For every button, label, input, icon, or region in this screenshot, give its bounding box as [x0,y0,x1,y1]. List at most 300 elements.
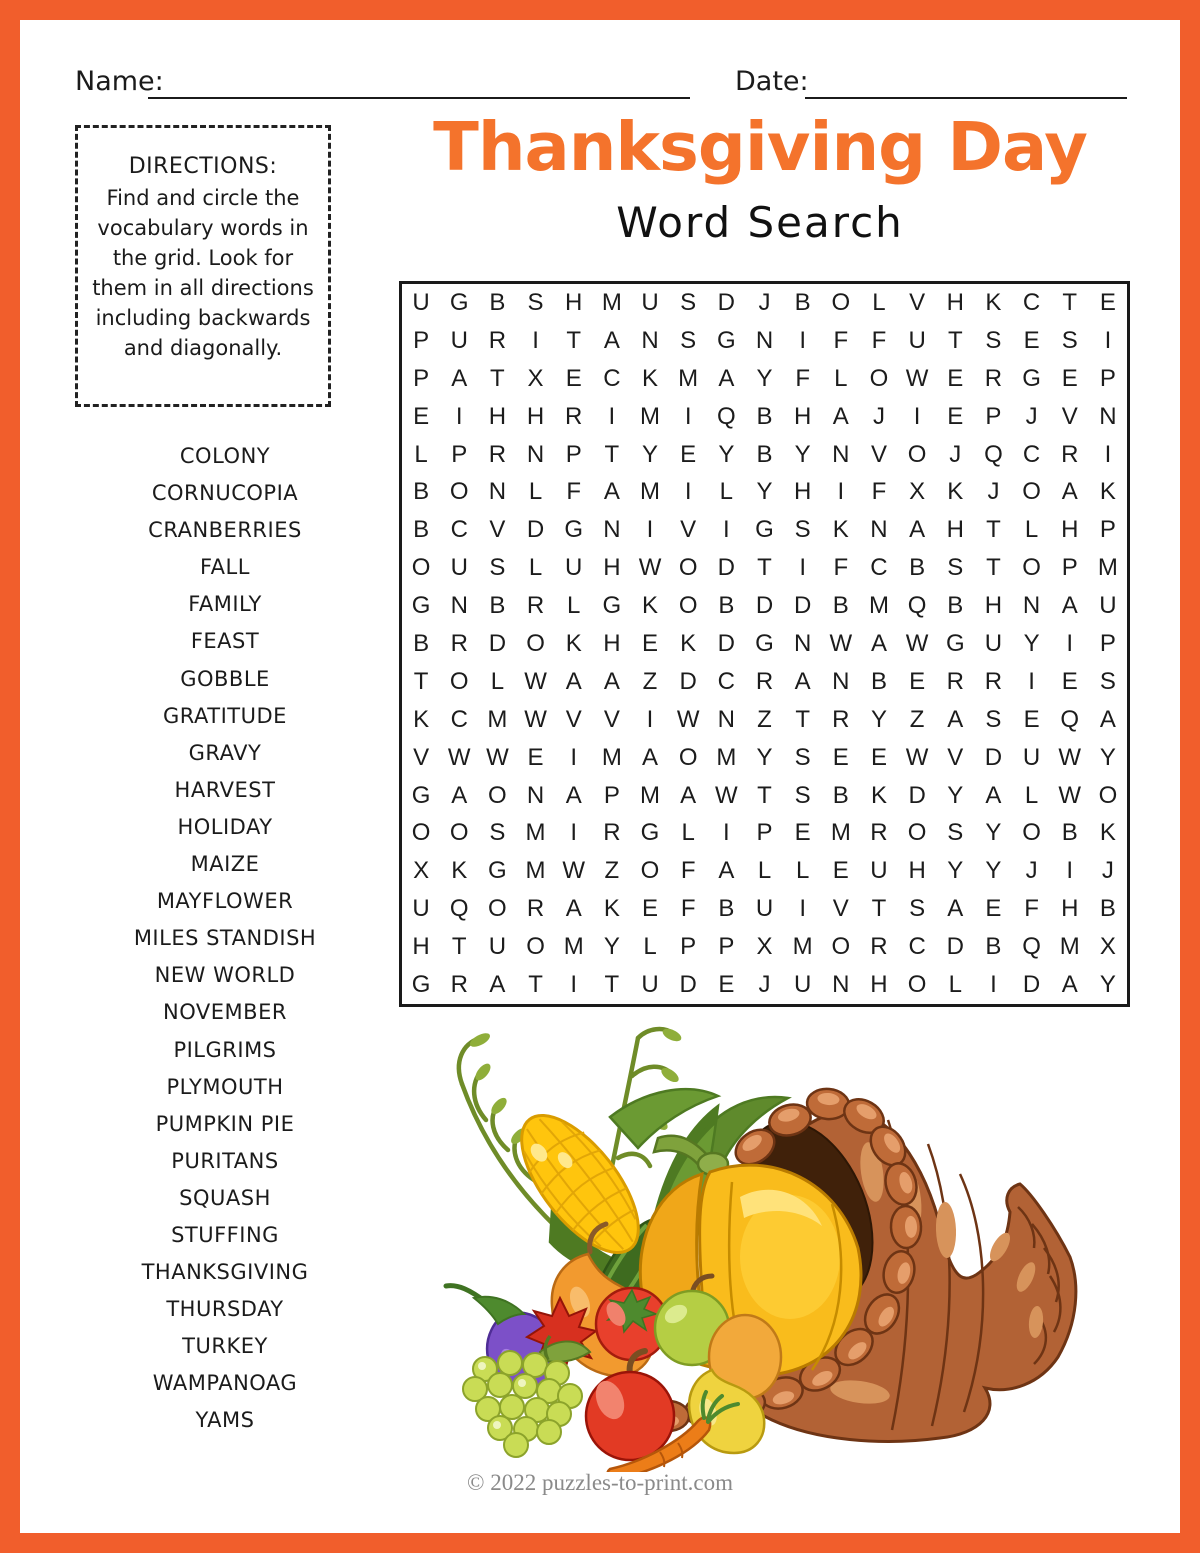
grid-letter: P [603,781,620,809]
grid-letter: B [756,402,773,430]
grid-letter: J [949,440,962,468]
grid-letter: S [794,781,811,809]
grid-letter: V [1061,402,1078,430]
grid-letter: W [638,554,662,582]
grid-letter: I [570,743,578,771]
grid-letter: I [990,971,997,999]
grid-letter: P [413,364,430,392]
grid-letter: D [679,971,697,999]
grid-letter: K [985,288,1002,316]
grid-letter: X [756,933,773,961]
grid-letter: N [488,478,507,506]
grid-letter: S [985,705,1002,733]
grid-letter: O [449,667,469,695]
grid-letter: K [870,781,887,809]
grid-letter: W [524,667,547,695]
grid-letter: I [913,402,921,430]
grid-letter: A [451,364,468,392]
grid-letter: I [1066,857,1074,885]
grid-letter: H [488,402,507,430]
grid-letter: S [527,288,544,316]
directions-heading: DIRECTIONS: [128,154,278,179]
grid-letter: A [565,667,582,695]
page-subtitle: Word Search [616,198,904,247]
grid-letter: F [833,326,849,354]
word-list-item: GRAVY [188,740,262,765]
grid-letter: A [565,895,582,923]
grid-letter: M [868,592,889,620]
grid-letter: D [717,629,735,657]
word-list-item: SQUASH [179,1185,271,1210]
grid-letter: F [680,895,696,923]
grid-letter: P [680,933,697,961]
grid-letter: R [1061,440,1079,468]
grid-letter: P [565,440,582,468]
grid-letter: V [413,743,430,771]
grid-letter: A [565,781,582,809]
grid-letter: T [566,326,582,354]
grid-letter: M [640,781,661,809]
grid-letter: O [1098,781,1118,809]
grid-letter: N [450,592,468,620]
grid-letter: U [1022,743,1041,771]
grid-letter: F [566,478,582,506]
grid-letter: E [832,857,849,885]
grid-letter: L [681,819,695,847]
grid-letter: Q [1060,705,1080,733]
grid-letter: S [794,516,811,544]
grid-letter: W [905,743,929,771]
grid-letter: U [565,554,583,582]
page-title: Thanksgiving Day [433,108,1087,186]
grid-letter: J [987,478,1000,506]
grid-letter: T [604,440,620,468]
grid-letter: L [1024,781,1039,809]
grid-letter: H [946,288,964,316]
grid-letter: C [717,667,735,695]
grid-letter: A [870,629,887,657]
grid-letter: S [489,819,506,847]
grid-letter: H [526,402,545,430]
grid-letter: O [678,554,698,582]
grid-letter: Y [756,364,773,392]
grid-letter: A [1061,478,1078,506]
grid-letter: T [986,554,1001,582]
grid-letter: R [526,895,545,923]
grid-letter: E [1061,364,1078,392]
grid-letter: C [1022,440,1041,468]
grid-letter: G [411,592,431,620]
grid-letter: E [565,364,582,392]
word-list-item: NEW WORLD [154,963,296,988]
grid-letter: A [1061,592,1078,620]
grid-letter: B [489,288,506,316]
grid-letter: O [449,819,469,847]
grid-letter: E [870,743,887,771]
grid-letter: N [641,326,659,354]
grid-letter: A [1061,971,1078,999]
grid-letter: L [528,554,543,582]
grid-letter: W [676,705,700,733]
grid-letter: R [488,440,507,468]
grid-letter: V [565,705,582,733]
grid-letter: K [947,478,964,506]
grid-letter: G [449,288,469,316]
grid-letter: H [603,554,621,582]
grid-letter: O [907,971,927,999]
grid-letter: I [684,478,692,506]
grid-letter: T [1062,288,1078,316]
grid-letter: P [451,440,468,468]
grid-letter: Q [449,895,469,923]
grid-letter: F [1024,895,1039,923]
grid-letter: M [1097,554,1118,582]
grid-letter: R [946,667,964,695]
word-list-item: NOVEMBER [163,1000,287,1025]
name-field[interactable] [148,97,690,99]
grid-letter: Y [794,440,811,468]
grid-letter: A [947,705,964,733]
grid-letter: Z [604,857,620,885]
grid-letter: Z [909,705,925,733]
word-list-item: FAMILY [188,592,262,617]
grid-letter: H [565,288,583,316]
grid-letter: L [490,667,505,695]
grid-letter: W [562,857,586,885]
grid-letter: U [641,288,659,316]
grid-letter: V [680,516,697,544]
grid-letter: O [678,592,698,620]
grid-letter: D [488,629,507,657]
grid-letter: G [716,326,736,354]
grid-letter: O [907,819,927,847]
grid-letter: W [486,743,509,771]
grid-letter: X [527,364,544,392]
grid-letter: R [450,629,468,657]
grid-letter: D [679,667,697,695]
grid-letter: O [488,895,507,923]
grid-letter: G [945,629,965,657]
grid-letter: O [907,440,927,468]
grid-letter: L [1024,516,1039,544]
grid-letter: L [567,592,581,620]
grid-letter: G [411,971,431,999]
grid-letter: S [1099,667,1116,695]
grid-letter: B [413,478,430,506]
grid-letter: D [717,288,735,316]
directions-box [75,125,331,407]
grid-letter: J [758,971,771,999]
grid-letter: J [758,288,771,316]
grid-letter: S [947,819,964,847]
grid-letter: S [680,326,697,354]
grid-letter: Q [716,402,736,430]
grid-letter: Z [757,705,772,733]
cornucopia-illustration [440,1022,1080,1472]
footer-credit: © 2022 puzzles-to-print.com [467,1470,733,1495]
grid-letter: T [413,667,429,695]
grid-letter: U [450,326,468,354]
grid-letter: O [411,819,431,847]
grid-letter: N [832,440,850,468]
grid-letter: E [832,743,849,771]
grid-letter: W [905,364,929,392]
grid-letter: G [1022,364,1041,392]
grid-letter: Q [907,592,927,620]
grid-letter: O [1022,819,1041,847]
grid-letter: T [986,516,1001,544]
grid-letter: S [680,288,697,316]
grid-letter: I [799,554,806,582]
grid-letter: E [1023,326,1040,354]
word-list-item: PILGRIMS [173,1037,277,1062]
grid-letter: M [525,819,546,847]
grid-letter: O [1022,554,1041,582]
grid-letter: O [488,781,507,809]
grid-letter: A [603,326,620,354]
grid-letter: H [1061,516,1079,544]
word-list-item: MAYFLOWER [156,889,294,914]
grid-letter: O [449,478,469,506]
grid-letter: N [526,440,545,468]
grid-letter: D [793,592,812,620]
grid-letter: O [526,933,545,961]
grid-letter: F [680,857,696,885]
grid-letter: M [563,933,584,961]
grid-letter: B [870,667,887,695]
grid-letter: D [1022,971,1041,999]
grid-letter: M [525,857,546,885]
grid-letter: E [947,364,964,392]
grid-letter: D [946,933,964,961]
grid-letter: E [527,743,544,771]
grid-letter: M [830,819,851,847]
grid-letter: X [909,478,926,506]
grid-letter: G [488,857,507,885]
grid-letter: P [1099,364,1116,392]
grid-letter: U [870,857,888,885]
grid-letter: H [1061,895,1079,923]
grid-letter: W [905,629,929,657]
grid-letter: S [947,554,964,582]
grid-letter: K [1099,478,1116,506]
grid-letter: E [680,440,697,468]
grid-letter: N [832,667,850,695]
grid-letter: I [646,705,654,733]
grid-letter: O [1022,478,1041,506]
grid-letter: Q [984,440,1003,468]
grid-letter: G [755,629,774,657]
grid-letter: P [1099,629,1116,657]
grid-letter: A [794,667,811,695]
grid-letter: M [640,402,661,430]
grid-letter: B [1099,895,1116,923]
grid-letter: O [831,933,851,961]
grid-letter: Y [718,440,735,468]
grid-letter: O [640,857,660,885]
grid-letter: U [450,554,468,582]
grid-letter: D [526,516,545,544]
grid-letter: A [1099,705,1116,733]
grid-letter: S [909,895,926,923]
grid-letter: B [832,781,849,809]
word-list-item: FALL [200,555,250,580]
grid-letter: R [870,933,888,961]
grid-letter: W [1058,743,1082,771]
grid-letter: C [450,516,468,544]
grid-letter: S [985,326,1002,354]
grid-letter: F [871,326,887,354]
grid-letter: W [715,781,738,809]
grid-letter: M [601,288,622,316]
grid-letter: K [642,364,659,392]
grid-letter: F [833,554,849,582]
grid-letter: K [451,857,468,885]
word-list-item: PUMPKIN PIE [155,1111,295,1136]
grid-letter: I [570,971,578,999]
grid-letter: W [447,743,471,771]
grid-letter: I [837,478,845,506]
grid-letter: Y [985,857,1002,885]
grid-letter: Y [947,781,964,809]
grid-letter: H [946,516,964,544]
grid-letter: N [603,516,621,544]
grid-letter: Y [756,743,773,771]
date-field[interactable] [805,97,1127,99]
grid-letter: P [1061,554,1078,582]
grid-letter: C [1022,288,1041,316]
grid-letter: N [755,326,774,354]
grid-letter: A [832,402,849,430]
title-block [350,108,1170,247]
grid-letter: Y [947,857,964,885]
grid-letter: N [793,629,812,657]
grid-letter: I [570,819,578,847]
grid-letter: Q [1022,933,1041,961]
word-list-item: MAIZE [190,852,260,877]
grid-letter: Y [603,933,620,961]
grid-letter: T [757,554,772,582]
word-list-item: COLONY [179,444,271,468]
grid-letter: O [831,288,851,316]
grid-letter: T [604,971,620,999]
grid-letter: E [642,895,659,923]
grid-letter: Y [642,440,659,468]
grid-letter: H [870,971,888,999]
grid-letter: L [757,857,772,885]
grid-letter: U [641,971,659,999]
grid-letter: B [1061,819,1078,847]
grid-letter: Z [642,667,658,695]
grid-letter: A [603,478,620,506]
grid-letter: S [1061,326,1078,354]
grid-letter: O [869,364,889,392]
grid-letter: W [524,705,547,733]
grid-letter: N [1022,592,1041,620]
grid-letter: C [603,364,621,392]
grid-letter: I [646,516,654,544]
grid-letter: A [718,857,735,885]
grid-letter: R [755,667,774,695]
grid-letter: K [1099,819,1116,847]
grid-letter: B [909,554,926,582]
grid-letter: J [1025,402,1038,430]
grid-letter: I [799,895,806,923]
grid-letter: C [450,705,468,733]
grid-letter: P [756,819,773,847]
grid-letter: A [718,364,735,392]
grid-letter: Y [1099,971,1116,999]
grid-letter: A [680,781,697,809]
word-list-item: FEAST [190,629,260,654]
grid-letter: U [755,895,774,923]
grid-letter: T [795,705,810,733]
grid-letter: V [870,440,887,468]
word-list [70,438,380,1440]
word-list-item: TURKEY [182,1334,268,1359]
grid-letter: T [490,364,505,392]
grid-letter: H [908,857,926,885]
grid-letter: H [793,402,812,430]
grid-letter: P [985,402,1002,430]
grid-letter: O [678,743,698,771]
grid-letter: U [984,629,1003,657]
grid-letter: P [413,326,430,354]
grid-letter: P [718,933,735,961]
grid-letter: X [1099,933,1116,961]
grid-letter: Y [985,819,1002,847]
grid-letter: F [871,478,887,506]
grid-letter: M [487,705,508,733]
grid-letter: R [450,971,468,999]
grid-letter: F [795,364,810,392]
grid-letter: I [722,516,730,544]
grid-letter: C [870,554,888,582]
grid-letter: L [414,440,428,468]
grid-letter: E [413,402,430,430]
grid-letter: I [1066,629,1074,657]
grid-letter: L [834,364,848,392]
grid-letter: D [908,781,926,809]
grid-letter: D [755,592,774,620]
word-list-item: GRATITUDE [163,703,287,728]
grid-letter: A [489,971,506,999]
grid-letter: M [1059,933,1080,961]
grid-letter: D [984,743,1003,771]
word-list-item: PURITANS [171,1148,279,1173]
grid-letter: B [718,592,735,620]
word-list-item: THANKSGIVING [141,1260,309,1285]
grid-letter: G [411,781,431,809]
grid-letter: Y [1023,629,1040,657]
name-label: Name: [75,66,164,97]
grid-letter: L [719,478,733,506]
grid-letter: O [411,554,431,582]
grid-letter: M [601,743,622,771]
grid-letter: A [642,743,659,771]
grid-letter: A [603,667,620,695]
grid-letter: R [870,819,888,847]
grid-letter: N [717,705,735,733]
grid-letter: R [488,326,507,354]
grid-letter: J [872,402,885,430]
grid-letter: M [792,933,813,961]
grid-letter: L [795,857,810,885]
grid-letter: K [832,516,849,544]
word-list-item: CORNUCOPIA [151,481,299,506]
grid-letter: H [793,478,812,506]
grid-letter: M [716,743,737,771]
